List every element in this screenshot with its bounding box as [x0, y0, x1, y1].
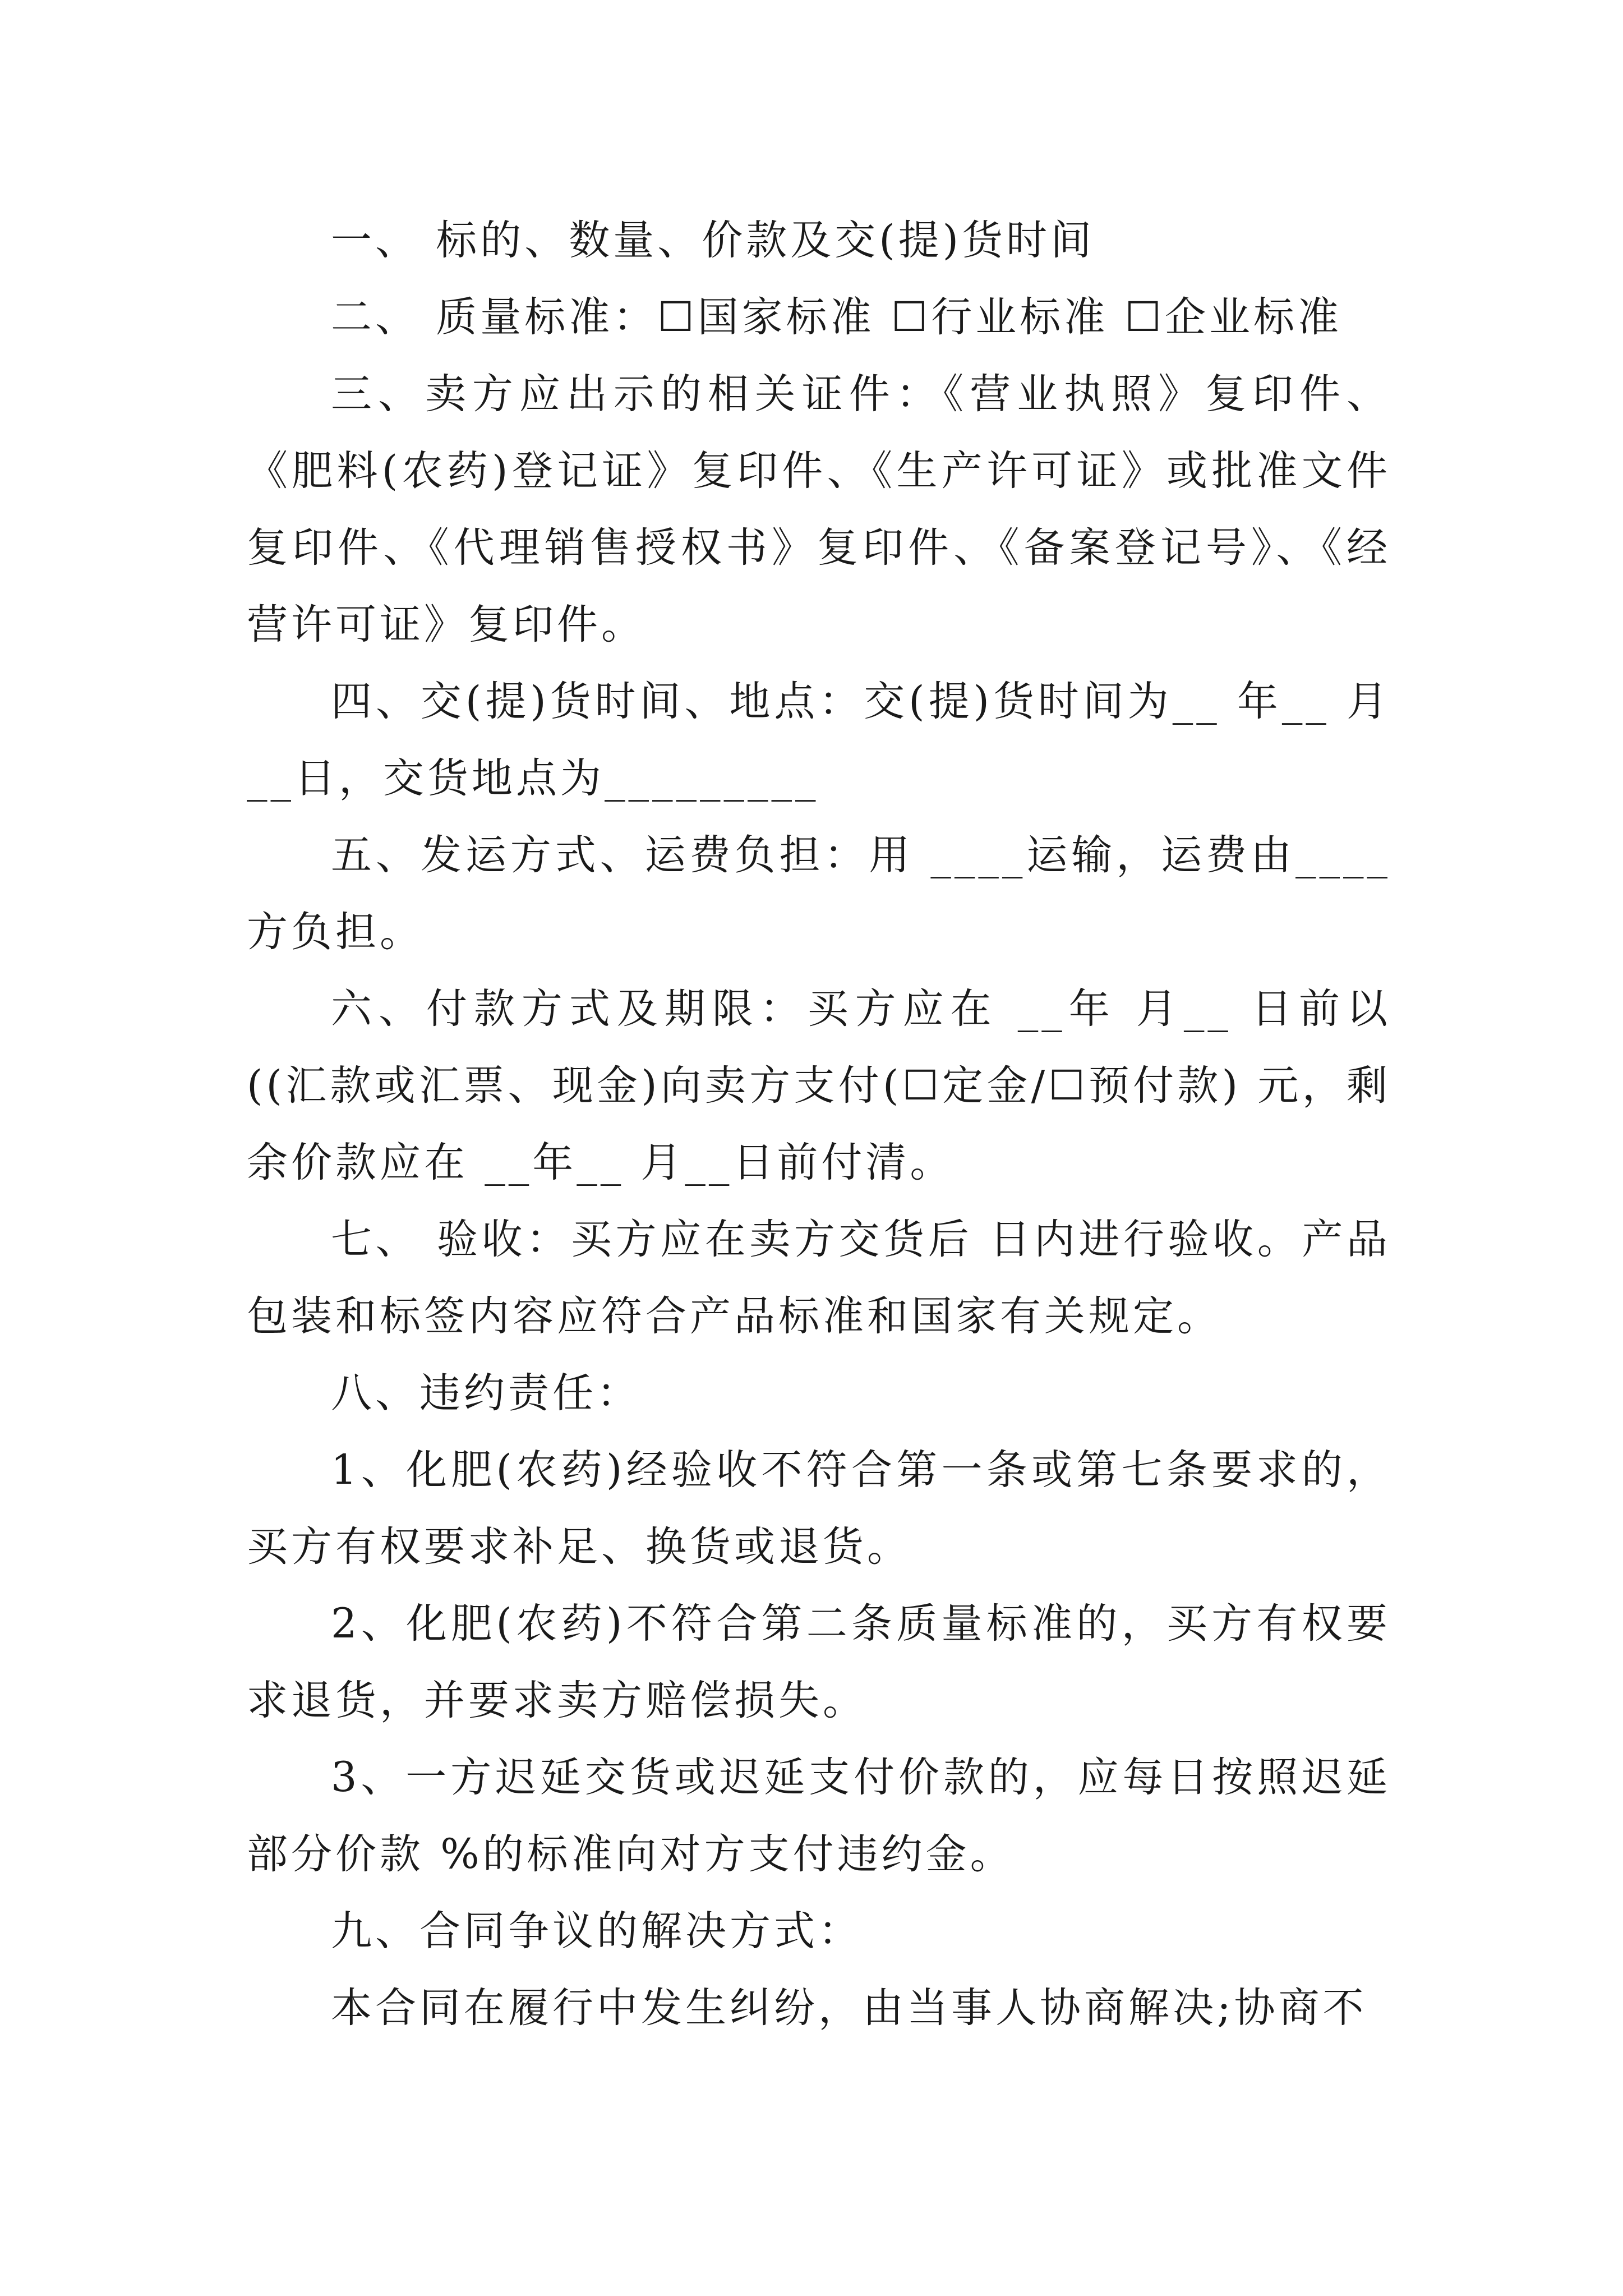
clause-1-subject: 一、 标的、数量、价款及交(提)货时间	[331, 217, 1095, 264]
clause-9-dispute-heading: 九、合同争议的解决方式：	[331, 1907, 863, 1955]
clause-8-liability-heading: 八、违约责任：	[331, 1369, 641, 1417]
liability-item-1: 1、化肥(农药)经验收不符合第一条或第七条要求的，买方有权要求补足、换货或退货。	[247, 1446, 1391, 1571]
liability-item-3: 3、一方迟延交货或迟延支付价款的，应每日按照迟延部分价款 %的标准向对方支付违约金。	[247, 1754, 1391, 1878]
clause-3-documents: 三、卖方应出示的相关证件：《营业执照》复印件、《肥料(农药)登记证》复印件、《生产许可证》或批准文件复印件、《代理销售授权书》复印件、《备案登记号》、《经营许可证》复印件。	[247, 370, 1391, 648]
clause-6-payment: 六、付款方式及期限：买方应在 __年 月__ 日前以 ((汇款或汇票、现金)向卖方支付(☐定金/☐预付款) 元，剩余价款应在 __年__ 月__日前付清。	[247, 985, 1391, 1186]
clause-2-quality: 二、 质量标准：☐国家标准 ☐行业标准 ☐企业标准	[331, 293, 1342, 341]
clause-7-inspection: 七、 验收：买方应在卖方交货后 日内进行验收。产品包装和标签内容应符合产品标准和国家有关规定。	[247, 1216, 1391, 1340]
clause-4-delivery: 四、交(提)货时间、地点：交(提)货时间为__ 年__ 月__日，交货地点为_________	[247, 678, 1391, 802]
dispute-paragraph: 本合同在履行中发生纠纷，由当事人协商解决;协商不	[331, 1984, 1367, 2032]
liability-item-2: 2、化肥(农药)不符合第二条质量标准的，买方有权要求退货，并要求卖方赔偿损失。	[247, 1600, 1391, 1724]
document-page	[247, 202, 1391, 2046]
clause-5-shipping: 五、发运方式、运费负担：用 ____运输，运费由____方负担。	[247, 831, 1391, 956]
